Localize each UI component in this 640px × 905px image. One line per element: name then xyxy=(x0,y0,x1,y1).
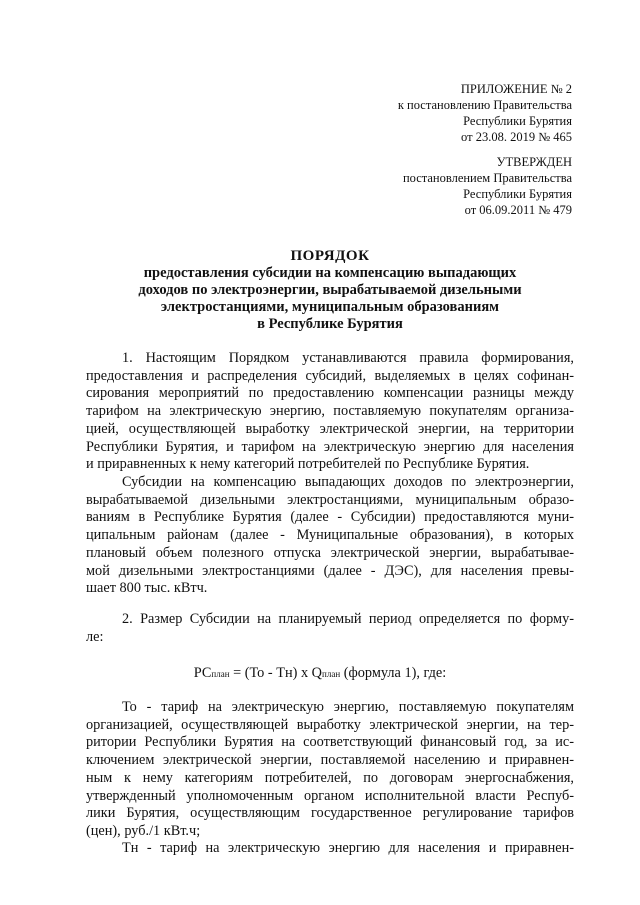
document-subtitle xyxy=(86,265,574,333)
text-line: Субсидии на компенсацию выпадающих доходов по электроэнергии, xyxy=(122,474,574,490)
text-line: ваниям в Республике Бурятия (далее - Субсидии) предоставляются муни- xyxy=(86,509,574,526)
paragraph-1 xyxy=(86,350,574,474)
appendix-line: ПРИЛОЖЕНИЕ № 2 xyxy=(460,82,572,96)
formula-tail: (формула 1), где: xyxy=(340,665,447,681)
formula-pc: РС xyxy=(193,665,212,681)
paragraph-2 xyxy=(86,474,574,598)
document-title: ПОРЯДОК xyxy=(290,248,370,264)
subtitle-line: электростанциями, муниципальным образованиям xyxy=(160,299,500,315)
appendix-line: от 23.08. 2019 № 465 xyxy=(461,130,572,144)
text-line: мой дизельными электростанциями (далее - ДЭС), для населения превы- xyxy=(86,562,574,579)
subtitle-line: доходов по электроэнергии, вырабатываемой дизельными xyxy=(138,282,522,298)
approved-header xyxy=(403,154,572,218)
text-line: вырабатываемой дизельными электростанциями, муниципальным образо- xyxy=(86,491,574,508)
appendix-line: Республики Бурятия xyxy=(463,114,572,128)
text-line: и приравненных к нему категорий потребителей по Республике Бурятия. xyxy=(86,456,530,473)
text-line: То - тариф на электрическую энергию, поставляемую покупателям xyxy=(122,699,574,715)
subtitle-line: предоставления субсидии на компенсацию выпадающих xyxy=(143,265,517,281)
text-line: цией, осуществляющей выработку электрической энергии, на территории xyxy=(86,420,574,437)
text-line: шает 800 тыс. кВтч. xyxy=(86,580,208,597)
paragraph-4 xyxy=(86,699,574,841)
formula-middle: = (То - Тн) х Q xyxy=(229,665,323,681)
formula-q-subscript: план xyxy=(322,669,341,679)
subtitle-line: в Республике Бурятия xyxy=(257,316,403,332)
paragraph-5 xyxy=(86,840,574,858)
text-line: плановый объем полезного отпуска электрической энергии, вырабатывае- xyxy=(86,544,574,561)
text-line: ле: xyxy=(86,628,104,645)
approved-line: УТВЕРЖДЕН xyxy=(496,155,572,169)
text-line: Республики Бурятия, и тарифом на электрическую энергию для населения xyxy=(86,438,574,455)
appendix-line: к постановлению Правительства xyxy=(397,98,572,112)
text-line: организацией, осуществляющей выработку электрической энергии, на тер- xyxy=(86,716,574,733)
text-line: 1. Настоящим Порядком устанавливаются правила формирования, xyxy=(122,350,574,366)
approved-line: постановлением Правительства xyxy=(402,171,572,185)
formula-pc-subscript: план xyxy=(211,669,230,679)
text-line: (цен), руб./1 кВт.ч; xyxy=(86,822,201,839)
text-line: ключением электрической энергии, поставляемой населению и приравнен- xyxy=(86,752,574,769)
appendix-header xyxy=(398,81,572,145)
approved-line: Республики Бурятия xyxy=(463,187,572,201)
text-line: 2. Размер Субсидии на планируемый период определяется по форму- xyxy=(122,611,574,627)
paragraph-3 xyxy=(86,611,574,646)
text-line: ритории Республики Бурятия на соответствующий финансовый год, за ис- xyxy=(86,734,574,751)
text-line: лики Бурятия, осуществляющим государственное регулирование тарифов xyxy=(86,805,574,822)
text-line: ципальным районам (далее - Муниципальные образования), в которых xyxy=(86,527,574,544)
text-line: сирования мероприятий по предоставлению компенсации разницы между xyxy=(86,385,574,402)
text-line: Тн - тариф на электрическую энергию для населения и приравнен- xyxy=(122,840,574,856)
text-line: утвержденный уполномоченным органом исполнительной власти Респуб- xyxy=(86,787,574,804)
text-line: ным к нему категориям потребителей, по договорам энергоснабжения, xyxy=(86,769,574,786)
text-line: тарифом на электрическую энергию, поставляемую покупателям организа- xyxy=(86,403,574,420)
text-line: предоставления и распределения субсидий, выделяемых в целях софинан- xyxy=(86,367,574,384)
approved-line: от 06.09.2011 № 479 xyxy=(464,203,572,217)
formula xyxy=(0,664,640,683)
